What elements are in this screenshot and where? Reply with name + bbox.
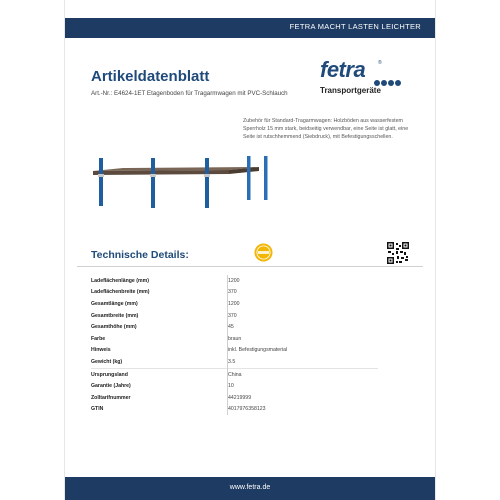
spec-label: Gesamthöhe (mm) [91, 324, 137, 331]
qr-code-icon [387, 242, 409, 264]
spec-value: 370 [228, 287, 379, 299]
mounting-bracket [98, 174, 104, 177]
page-title: Artikeldatenblatt [91, 68, 210, 85]
spec-value: inkl. Befestigungsmaterial [228, 345, 379, 357]
spec-label: Gewicht (kg) [91, 358, 123, 365]
table-row [91, 404, 378, 416]
table-row [91, 392, 378, 404]
mounting-bracket [150, 174, 156, 177]
table-row [91, 380, 378, 392]
section-divider [77, 266, 423, 267]
header-slogan: FETRA MACHT LASTEN LEICHTER [289, 22, 421, 31]
spec-label: Ladeflächenbreite (mm) [91, 289, 150, 296]
spec-value: 1200 [228, 275, 379, 287]
spec-label: Garantie (Jahre) [91, 383, 131, 390]
table-row [91, 287, 378, 299]
table-row [91, 275, 378, 287]
spec-value: China [228, 368, 379, 380]
table-row [91, 321, 378, 333]
table-row [91, 333, 378, 345]
product-description: Zubehör für Standard-Tragarmwagen: Holzböden aus wasserfestem Sperrholz 15 mm stark, beidseitig verwendbar, eine Seite ist glatt, eine Seite ist rutschhemmend (Siebdruck), mit Befestigungsschellen. [243, 118, 409, 140]
product-image [89, 150, 289, 220]
footer-url[interactable]: www.fetra.de [229, 484, 271, 491]
cart-post [264, 156, 268, 200]
spec-value: 1200 [228, 298, 379, 310]
spec-value: 370 [228, 310, 379, 322]
spec-value: 3.5 [228, 356, 379, 368]
spec-label: Zolltarifnummer [91, 394, 131, 401]
logo-subtitle: Transportgeräte [320, 86, 381, 95]
warranty-badge-icon [254, 243, 273, 262]
spec-value: braun [228, 333, 379, 345]
table-row [91, 356, 378, 368]
datasheet-page [65, 0, 435, 500]
cart-post [205, 158, 209, 208]
spec-label: Ladeflächenlänge (mm) [91, 277, 149, 284]
table-row [91, 298, 378, 310]
cart-post [247, 156, 251, 200]
fetra-logo [320, 57, 410, 99]
spec-label: Hinweis [91, 347, 111, 354]
specs-title: Technische Details: [91, 249, 189, 261]
table-row [91, 310, 378, 322]
spec-value: 4017976358123 [228, 404, 379, 416]
spec-value: 44219999 [228, 392, 379, 404]
table-row [91, 368, 378, 380]
logo-dots-icon [374, 73, 402, 81]
cart-post [151, 158, 155, 208]
mounting-bracket [204, 174, 210, 177]
spec-label: GTIN [91, 406, 104, 413]
header-bar [65, 18, 435, 38]
logo-wordmark: fetra [320, 57, 366, 82]
logo-registered-mark: ® [378, 60, 382, 66]
spec-label: Farbe [91, 335, 106, 342]
spec-label: Gesamtbreite (mm) [91, 312, 139, 319]
spec-value: 10 [228, 380, 379, 392]
article-number: Art.-Nr.: E4624-1ET Etagenboden für Tragarmwagen mit PVC-Schlauch [91, 90, 288, 97]
spec-label: Ursprungsland [91, 368, 228, 380]
spec-label: Gesamtlänge (mm) [91, 300, 138, 307]
specs-table [91, 275, 378, 415]
cart-post [99, 158, 103, 206]
table-row [91, 345, 378, 357]
footer-bar [65, 477, 435, 500]
spec-value: 45 [228, 321, 379, 333]
